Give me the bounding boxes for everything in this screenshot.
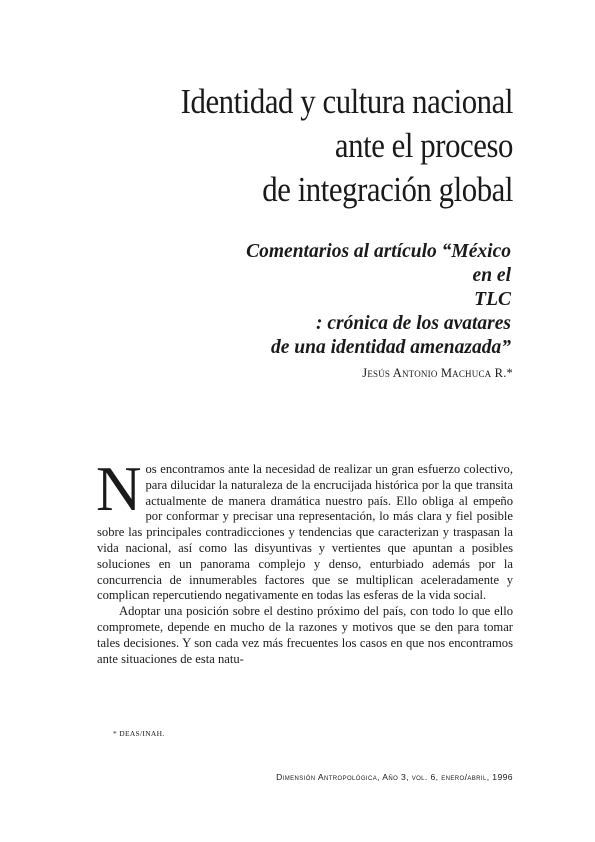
article-body — [96, 454, 513, 667]
body-paragraph: Adoptar una posición sobre el destino próximo del país, con todo lo que ello compromete, depende en mucho de la razones y motivos que se den para tomar tales decisiones. Y son cada vez más frecuentes los casos en que nos encontramos ante situaciones de esta natu- — [97, 604, 513, 666]
footnote: * DEAS/INAH. — [113, 729, 165, 738]
article-subtitle — [91, 240, 511, 360]
subtitle-text: : crónica de los avatares — [316, 313, 511, 334]
article-title — [143, 80, 513, 212]
journal-footer: Dimensión Antropológica, Año 3, vol. 6, enero/abril, 1996 — [276, 772, 513, 782]
subtitle-text: de una identidad amenazada” — [271, 337, 511, 358]
title-line: ante el proceso — [334, 126, 513, 165]
subtitle-line — [91, 240, 511, 264]
subtitle-line — [91, 264, 511, 336]
subtitle-text: en el — [472, 265, 511, 286]
author-name: Jesús Antonio Machuca R.* — [362, 366, 513, 380]
subtitle-line — [91, 336, 511, 360]
subtitle-acronym: TLC — [474, 289, 511, 310]
paragraph-text: os encontramos ante la necesidad de realizar un gran esfuerzo colectivo, para dilucidar la naturaleza de la encrucijada histórica por la que transita actualmente de manera dramática nuestro país. Ello obliga al empeño por conformar y precisar una representación, lo más clara y fiel posible sobre las principales contradicciones y tendencias que caracterizan y traspasan la vida nacional, así como las disyuntivas y vertientes que apuntan a posibles soluciones en un panorama complejo y denso, enturbiado además por la concurrencia de innumerables factores que se multiplican aceleradamente y complican repercutiendo negativamente en todas las esferas de la vida social. — [97, 462, 513, 603]
title-line: Identidad y cultura nacional — [180, 82, 514, 121]
title-line: de integración global — [262, 170, 513, 209]
subtitle-text: Comentarios al artículo “México — [246, 241, 511, 262]
drop-cap: N — [96, 454, 142, 524]
body-paragraph — [96, 454, 513, 604]
